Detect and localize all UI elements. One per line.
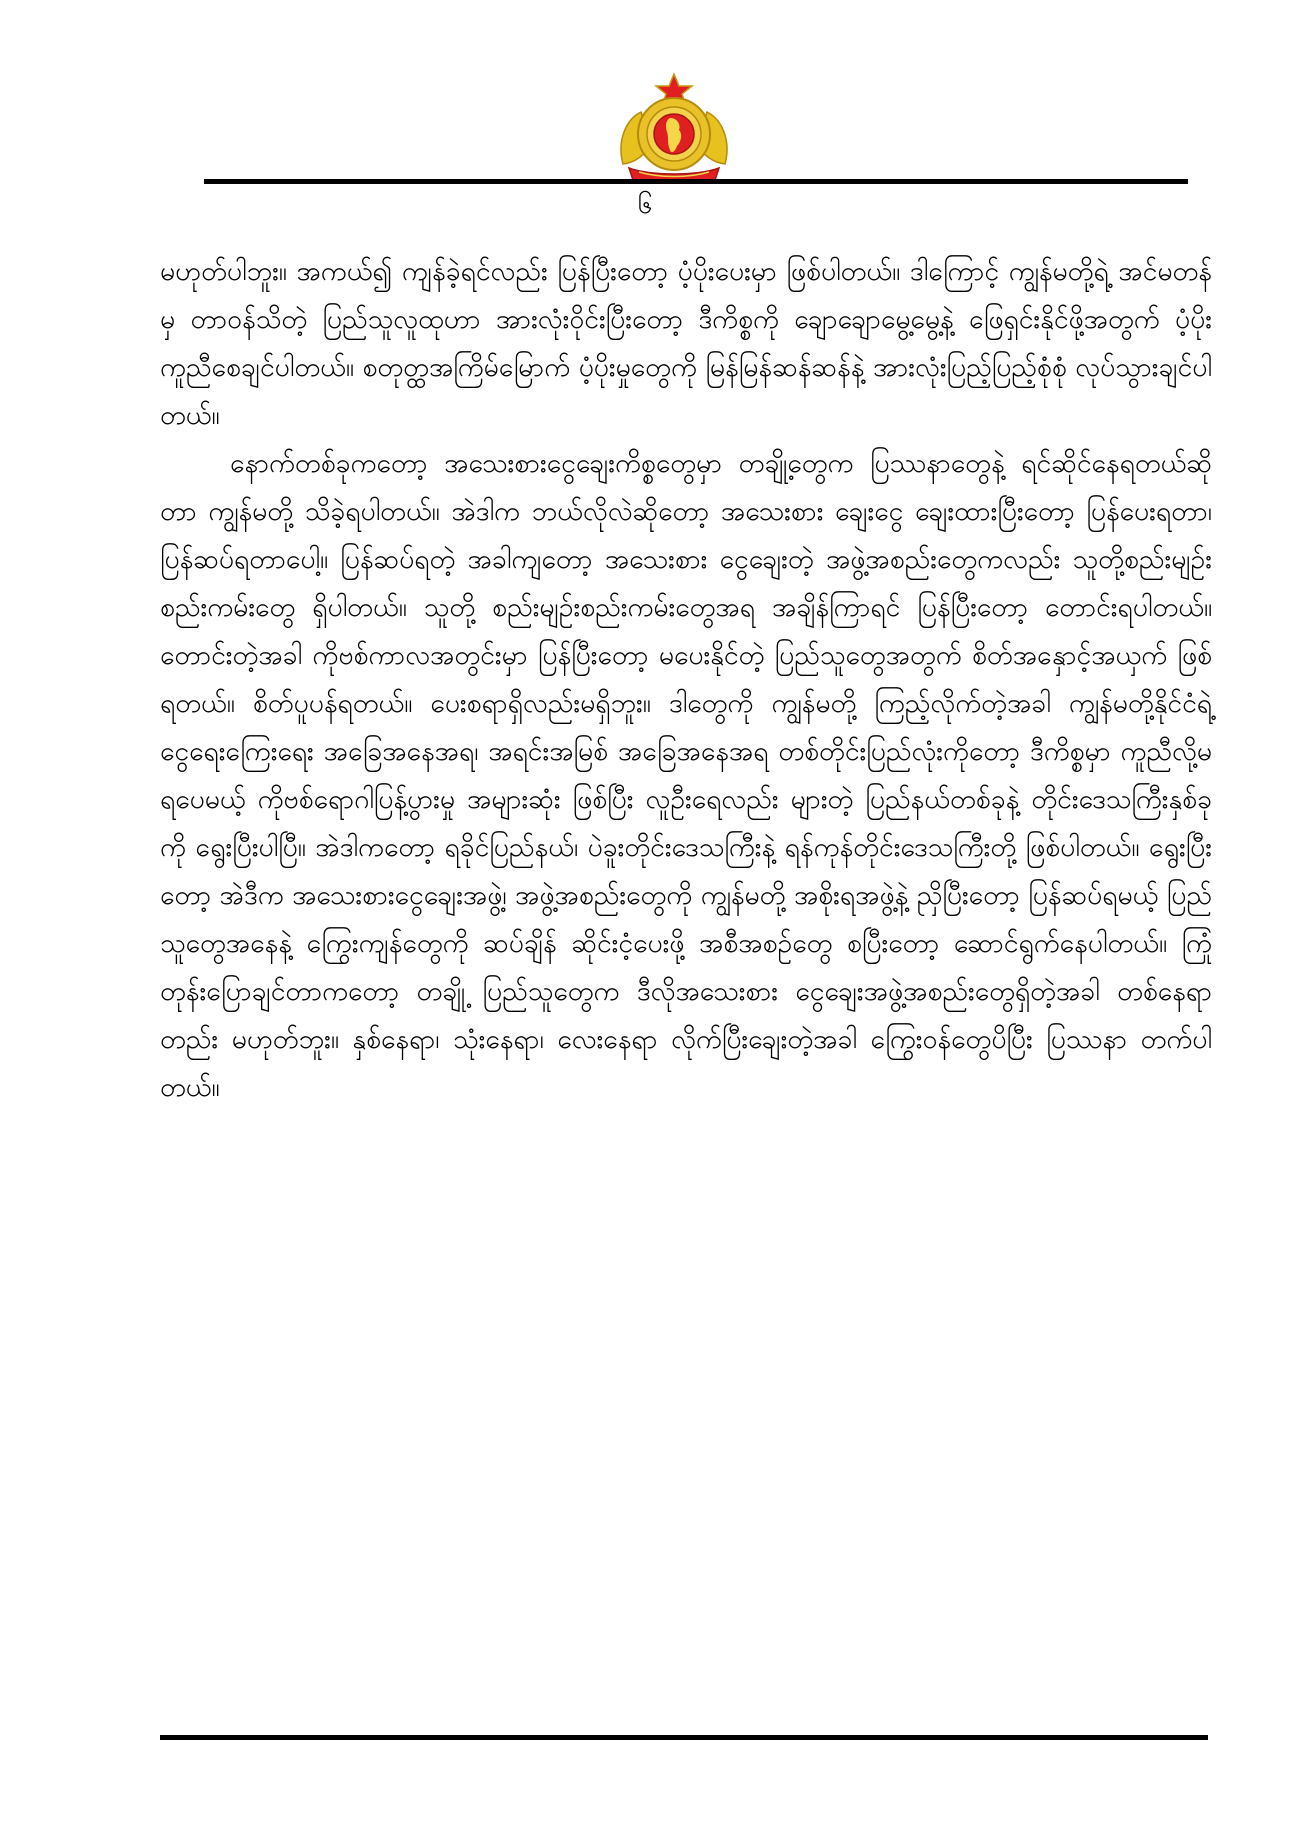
paragraph-1: မဟုတ်ပါဘူး။ အကယ်၍ ကျန်ခဲ့ရင်လည်း ပြန်ပြီးတော့ ပံ့ပိုးပေးမှာ ဖြစ်ပါတယ်။ ဒါကြောင့် ကျွန်မတို့ရဲ့ အင်မတန်မှ တာဝန်သိတဲ့ ပြည်သူလူထုဟာ အားလုံးဝိုင်းပြီးတော့ ဒီကိစ္စကို ချောချောမွေ့မွေ့နဲ့ ဖြေရှင်းနိုင်ဖို့အတွက် ပံ့ပိုးကူညီစေချင်ပါတယ်။ စတုတ္ထအကြိမ်မြောက် ပံ့ပိုးမှုတွေကို မြန်မြန်ဆန်ဆန်နဲ့ အားလုံးပြည့်ပြည့်စုံစုံ လုပ်သွားချင်ပါတယ်။ — [160, 256, 1212, 431]
footer-divider — [160, 1735, 1208, 1740]
paragraph-2: နောက်တစ်ခုကတော့ အသေးစားငွေချေးကိစ္စတွေမှာ တချို့တွေက ပြဿနာတွေနဲ့ ရင်ဆိုင်နေရတယ်ဆိုတာ ကျွန်မတို့ သိခဲ့ရပါတယ်။ အဲဒါက ဘယ်လိုလဲဆိုတော့ အသေးစား ချေးငွေ ချေးထားပြီးတော့ ပြန်ပေးရတာ၊ ပြန်ဆပ်ရတာပေါ့။ ပြန်ဆပ်ရတဲ့ အခါကျတော့ အသေးစား ငွေချေးတဲ့ အဖွဲ့အစည်းတွေကလည်း သူတို့စည်းမျဉ်းစည်းကမ်းတွေ ရှိပါတယ်။ သူတို့ စည်းမျဉ်းစည်းကမ်းတွေအရ အချိန်ကြာရင် ပြန်ပြီးတော့ တောင်းရပါတယ်။ တောင်းတဲ့အခါ ကိုဗစ်ကာလအတွင်းမှာ ပြန်ပြီးတော့ မပေးနိုင်တဲ့ ပြည်သူတွေအတွက် စိတ်အနှောင့်အယှက် ဖြစ်ရတယ်။ စိတ်ပူပန်ရတယ်။ ပေးစရာရှိလည်းမရှိဘူး။ ဒါတွေကို ကျွန်မတို့ ကြည့်လိုက်တဲ့အခါ ကျွန်မတို့နိုင်ငံရဲ့ ငွေရေးကြေးရေး အခြေအနေအရ၊ အရင်းအမြစ် အခြေအနေအရ တစ်တိုင်းပြည်လုံးကိုတော့ ဒီကိစ္စမှာ ကူညီလို့မရပေမယ့် ကိုဗစ်ရောဂါပြန့်ပွားမှု အများဆုံး ဖြစ်ပြီး လူဦးရေလည်း များတဲ့ ပြည်နယ်တစ်ခုနဲ့ တိုင်းဒေသကြီးနှစ်ခုကို ရွေးပြီးပါပြီ။ အဲဒါကတော့ ရခိုင်ပြည်နယ်၊ ပဲခူးတိုင်းဒေသကြီးနဲ့ ရန်ကုန်တိုင်းဒေသကြီးတို့ ဖြစ်ပါတယ်။ ရွေးပြီးတော့ အဲဒီက အသေးစားငွေချေးအဖွဲ့၊ အဖွဲ့အစည်းတွေကို ကျွန်မတို့ အစိုးရအဖွဲ့နဲ့ ညှိပြီးတော့ ပြန်ဆပ်ရမယ့် ပြည်သူတွေအနေနဲ့ ကြွေးကျန်တွေကို ဆပ်ချိန် ဆိုင်းငံ့ပေးဖို့ အစီအစဉ်တွေ စပြီးတော့ ဆောင်ရွက်နေပါတယ်။ ကြုံတုန်းပြောချင်တာကတော့ တချို့ ပြည်သူတွေက ဒီလိုအသေးစား ငွေချေးအဖွဲ့အစည်းတွေရှိတဲ့အခါ တစ်နေရာတည်း မဟုတ်ဘူး။ နှစ်နေရာ၊ သုံးနေရာ၊ လေးနေရာ လိုက်ပြီးချေးတဲ့အခါ ကြွေးဝန်တွေပိပြီး ပြဿနာ တက်ပါတယ်။ — [160, 448, 1212, 1103]
page-number: ၆ — [637, 190, 653, 220]
header-divider — [204, 179, 1188, 184]
state-seal-emblem-icon — [615, 72, 733, 184]
document-body — [160, 248, 1212, 1112]
